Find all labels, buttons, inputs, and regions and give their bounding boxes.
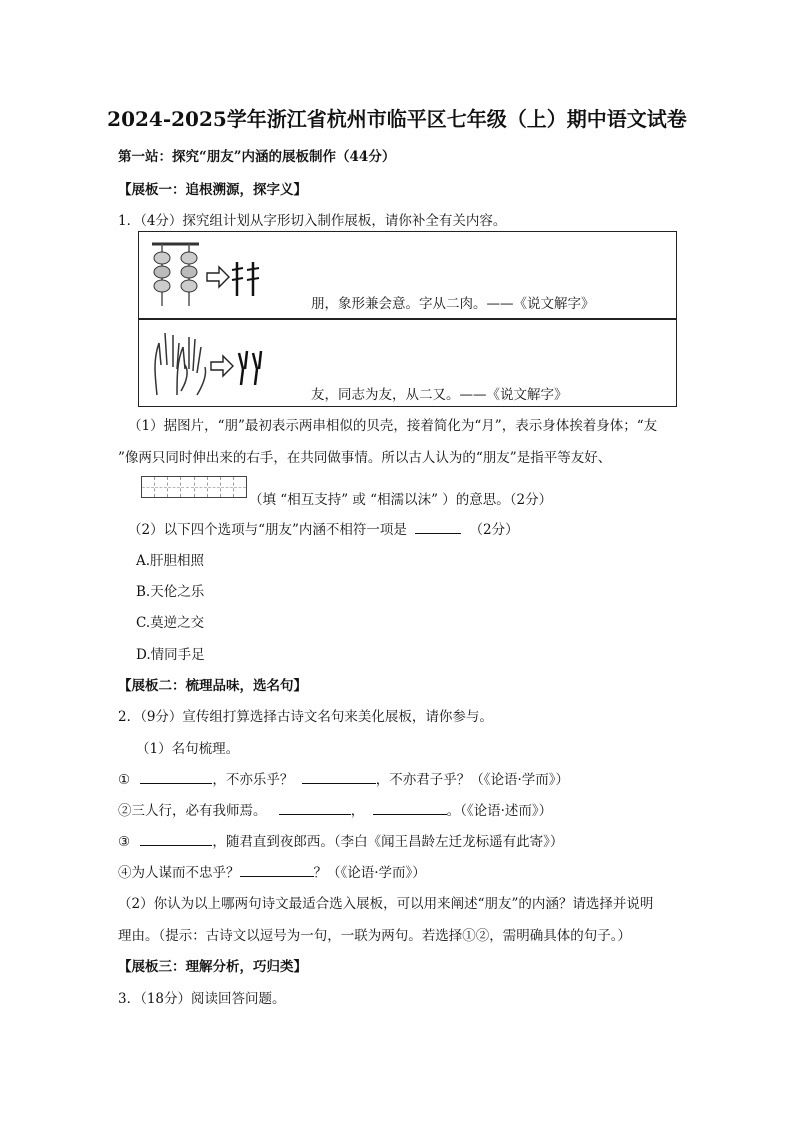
quote-1-blank-b[interactable] xyxy=(302,769,376,784)
q1-part1-line2: ”像两只同时伸出来的右手，在共同做事情。所以古人认为的“朋友”是指平等友好、 xyxy=(118,450,612,466)
quote-3-text: ，随君直到夜郎西。（李白《闻王昌龄左迁龙标遥有此寄》） xyxy=(212,834,564,850)
quote-line-4 xyxy=(118,861,426,881)
glyph-box-peng xyxy=(138,231,677,320)
board-two-heading: 【展板二：梳理品味，选名句】 xyxy=(118,678,307,694)
q1-part2-stem xyxy=(128,518,519,538)
q2-part1-label: （1）名句梳理。 xyxy=(136,741,240,757)
quote-1-number: ① xyxy=(118,772,131,788)
peng-definition: 朋，象形兼会意。字从二肉。——《说文解字》 xyxy=(311,296,595,312)
quote-1-text-b: ，不亦君子乎？（《论语·学而》） xyxy=(375,772,569,788)
you-evolution-image xyxy=(147,325,267,399)
quote-2-blank-b[interactable] xyxy=(373,800,447,815)
quote-1-text-a: ，不亦乐乎？ xyxy=(212,772,294,788)
option-c: C.莫逆之交 xyxy=(136,615,205,631)
quote-3-number: ③ xyxy=(118,834,131,850)
option-b: B.天伦之乐 xyxy=(136,584,205,600)
quote-3-blank[interactable] xyxy=(140,831,212,846)
q1-part2-score: （2分） xyxy=(469,522,519,538)
section-heading: 第一站：探究“朋友”内涵的展板制作（44分） xyxy=(118,149,396,165)
q2-part2-line2: 理由。（提示：古诗文以逗号为一句，一联为两句。若选择①②，需明确具体的句子。） xyxy=(118,928,631,944)
q1-part1-line1: （1）据图片，“朋”最初表示两串相似的贝壳，接着简化为“月”，表示身体挨着身体；“友 xyxy=(128,418,658,434)
q2-part2-line1: （2）你认为以上哪两句诗文最适合选入展板，可以用来阐述“朋友”的内涵？请选择并说明 xyxy=(118,896,654,912)
question-2-stem: 2．（9分）宣传组打算选择古诗文名句来美化展板，请你参与。 xyxy=(118,709,493,725)
q1-part2-text: （2）以下四个选项与“朋友”内涵不相符一项是 xyxy=(128,522,407,538)
quote-line-3 xyxy=(118,830,563,850)
quote-2-text-b: 。（《论语·述而》） xyxy=(446,803,553,819)
answer-grid[interactable] xyxy=(141,476,247,498)
q1-part1-line3: （填 “相互支持” 或 “相濡以沫” ）的意思。（2分） xyxy=(249,492,553,508)
quote-2-comma: ， xyxy=(350,803,365,819)
quote-line-2 xyxy=(118,799,552,819)
question-3-stem: 3．（18分）阅读回答问题。 xyxy=(118,991,286,1007)
you-definition: 友，同志为友，从二又。——《说文解字》 xyxy=(311,387,568,403)
glyph-box-you xyxy=(138,318,677,407)
quote-4-blank[interactable] xyxy=(240,862,314,877)
quote-4-text-a: ④为人谋而不忠乎？ xyxy=(118,865,240,881)
option-d: D.情同手足 xyxy=(136,647,205,663)
quote-2-text-a: ②三人行，必有我师焉。 xyxy=(118,803,267,819)
quote-2-blank-a[interactable] xyxy=(279,800,351,815)
board-three-heading: 【展板三：理解分析，巧归类】 xyxy=(118,959,307,975)
quote-1-blank-a[interactable] xyxy=(140,769,212,784)
peng-evolution-image xyxy=(147,240,267,310)
option-a: A.肝胆相照 xyxy=(136,553,205,569)
quote-4-text-b: ？（《论语·学而》） xyxy=(313,865,426,881)
question-1-stem: 1．（4分）探究组计划从字形切入制作展板，请你补全有关内容。 xyxy=(118,213,507,229)
exam-title: 2024-2025学年浙江省杭州市临平区七年级（上）期中语文试卷 xyxy=(107,107,687,131)
quote-line-1 xyxy=(118,768,569,788)
q1-part2-blank[interactable] xyxy=(415,519,461,534)
board-one-heading: 【展板一：追根溯源，探字义】 xyxy=(118,182,307,198)
